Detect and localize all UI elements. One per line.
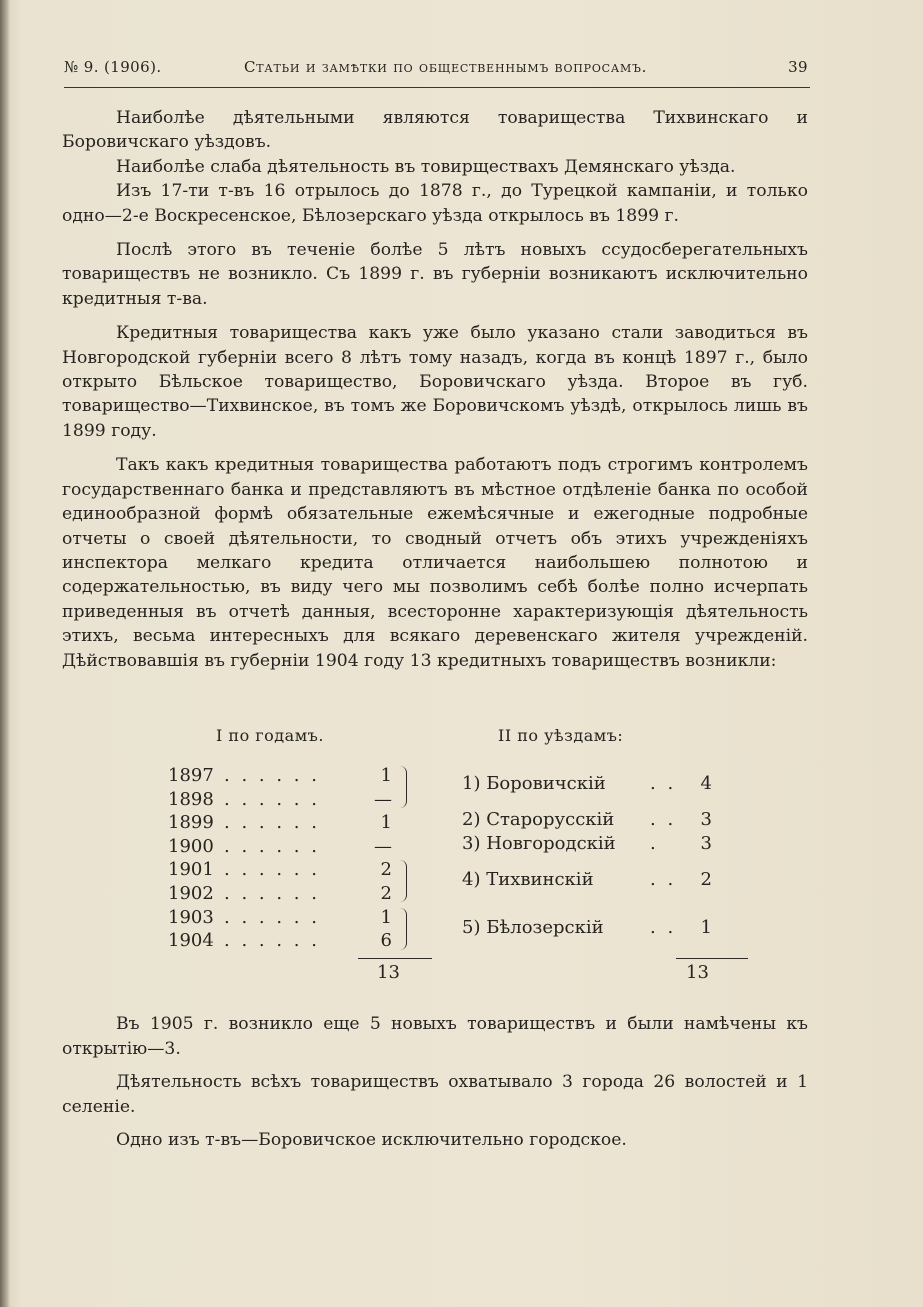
year-row: [160, 811, 400, 835]
district-value: 4: [700, 773, 712, 794]
district-row: [462, 916, 712, 940]
page-number: 39: [788, 58, 808, 76]
year-value: —: [374, 788, 392, 810]
leader-dots: . . . . . .: [224, 835, 320, 857]
by-years-heading: I по годамъ.: [216, 726, 324, 745]
districts-sum-rule: [676, 958, 748, 959]
leader-dots: . .: [650, 809, 677, 830]
year-value: —: [374, 835, 392, 857]
year-row: [160, 764, 400, 788]
year-label: 1900: [168, 835, 214, 857]
leader-dots: . . . . . .: [224, 930, 320, 952]
leader-dots: . . . . . .: [224, 788, 320, 810]
header-rule: [64, 87, 810, 88]
leader-dots: . . . . . .: [224, 906, 320, 928]
year-label: 1902: [168, 882, 214, 904]
district-name: 4) Тихвинскій: [462, 869, 594, 890]
year-row: [160, 906, 400, 930]
leader-dots: . . . . . .: [224, 765, 320, 786]
year-label: 1903: [168, 906, 214, 928]
district-row: [462, 772, 712, 796]
year-value: 2: [380, 882, 392, 904]
paragraph: Дѣятельность всѣхъ товариществъ охватывало 3 города 26 волостей и 1 селеніе.: [62, 1072, 808, 1117]
paragraph: Кредитныя товарищества какъ уже было указано стали заводиться въ Новгородской губерніи всего 8 лѣтъ тому назадъ, когда въ концѣ 1897 г., было открыто Бѣльское товарищество, Боровичскаго уѣзда. Второе въ губ. товарищество—Тихвинское, въ томъ же Боровичскомъ уѣздѣ, открылось лишь въ 1899 году.: [62, 323, 808, 441]
year-label: 1897: [168, 765, 214, 786]
district-name: 2) Старорусскій: [462, 809, 615, 830]
year-value: 2: [380, 859, 392, 881]
year-row: [160, 929, 400, 953]
leader-dots: . . . . . .: [224, 859, 320, 881]
by-districts-heading: II по уѣздамъ:: [498, 726, 624, 745]
district-row: [462, 808, 712, 832]
year-value: 1: [380, 906, 392, 928]
year-label: 1898: [168, 788, 214, 810]
statistics-tables: [0, 726, 923, 996]
year-label: 1904: [168, 930, 214, 952]
districts-total: 13: [686, 962, 709, 983]
paragraph: Послѣ этого въ теченіе болѣе 5 лѣтъ новыхъ ссудосберегательныхъ товариществъ не возникло. Съ 1899 г. въ губерніи возникаютъ исключительно кредитныя т-ва.: [62, 240, 808, 309]
year-row: [160, 858, 400, 882]
district-value: 3: [700, 833, 712, 854]
district-row: [462, 832, 712, 856]
year-row: [160, 882, 400, 906]
brace-1897-1898: [400, 766, 407, 808]
brace-1903-1904: [400, 908, 407, 950]
paragraph: Такъ какъ кредитныя товарищества работаютъ подъ строгимъ контролемъ государственнаго банка и представляютъ въ мѣстное отдѣленіе банка по особой единообразной формѣ обязательные ежемѣсячные и ежегодные подробные отчеты о своей дѣятельности, то сводный отчетъ объ этихъ учрежденіяхъ инспектора мелкаго кредита отличается наибольшею полнотою и содержательностью, въ виду чего мы позволимъ себѣ болѣе полно исчерпать приведенныя въ отчетѣ данныя, всесторонне характеризующія дѣятельность этихъ, весьма интересныхъ для всякаго деревенскаго жителя учрежденій. Дѣйствовавшія въ губерніи 1904 году 13 кредитныхъ товариществъ возникли:: [62, 455, 808, 671]
by-years-table: [160, 764, 400, 953]
year-value: 1: [380, 812, 392, 834]
year-label: 1899: [168, 812, 214, 834]
district-value: 2: [700, 869, 712, 890]
year-row: [160, 835, 400, 859]
district-value: 1: [700, 917, 712, 938]
leader-dots: . .: [650, 917, 677, 938]
year-value: 6: [380, 930, 392, 952]
leader-dots: . . . . . .: [224, 882, 320, 904]
years-total: 13: [377, 962, 400, 983]
paragraph: Изъ 17-ти т-въ 16 отрылось до 1878 г., до Турецкой кампаніи, и только одно—2-е Воскресенское, Бѣлозерскаго уѣзда открылось въ 1899 г.: [62, 181, 808, 226]
leader-dots: . .: [650, 869, 677, 890]
closing-text: [62, 1012, 808, 1153]
main-text: [62, 106, 808, 673]
district-row: [462, 868, 712, 892]
running-header: [64, 58, 808, 86]
running-title: Статьи и замѣтки по общественнымъ вопросамъ.: [244, 58, 648, 76]
paragraph: Одно изъ т-въ—Боровичское исключительно городское.: [116, 1130, 627, 1150]
leader-dots: .: [650, 833, 659, 854]
district-name: 3) Новгородскій: [462, 833, 616, 854]
year-value: 1: [380, 765, 392, 786]
issue-number: № 9. (1906).: [64, 58, 162, 76]
year-row: [160, 788, 400, 812]
leader-dots: . . . . . .: [224, 812, 320, 834]
brace-1901-1902: [400, 860, 407, 902]
district-value: 3: [700, 809, 712, 830]
paragraph: Въ 1905 г. возникло еще 5 новыхъ товариществъ и были намѣчены къ открытію—3.: [62, 1014, 808, 1059]
year-label: 1901: [168, 859, 214, 881]
district-name: 5) Бѣлозерскій: [462, 917, 604, 938]
page-spine-shadow: [0, 0, 10, 1307]
paragraph: Наиболѣе дѣятельными являются товарищества Тихвинскаго и Боровичскаго уѣздовъ.: [62, 108, 808, 153]
district-name: 1) Боровичскій: [462, 773, 606, 794]
years-sum-rule: [358, 958, 432, 959]
paragraph: Наиболѣе слаба дѣятельность въ товирществахъ Демянскаго уѣзда.: [116, 156, 736, 177]
leader-dots: . .: [650, 773, 677, 794]
